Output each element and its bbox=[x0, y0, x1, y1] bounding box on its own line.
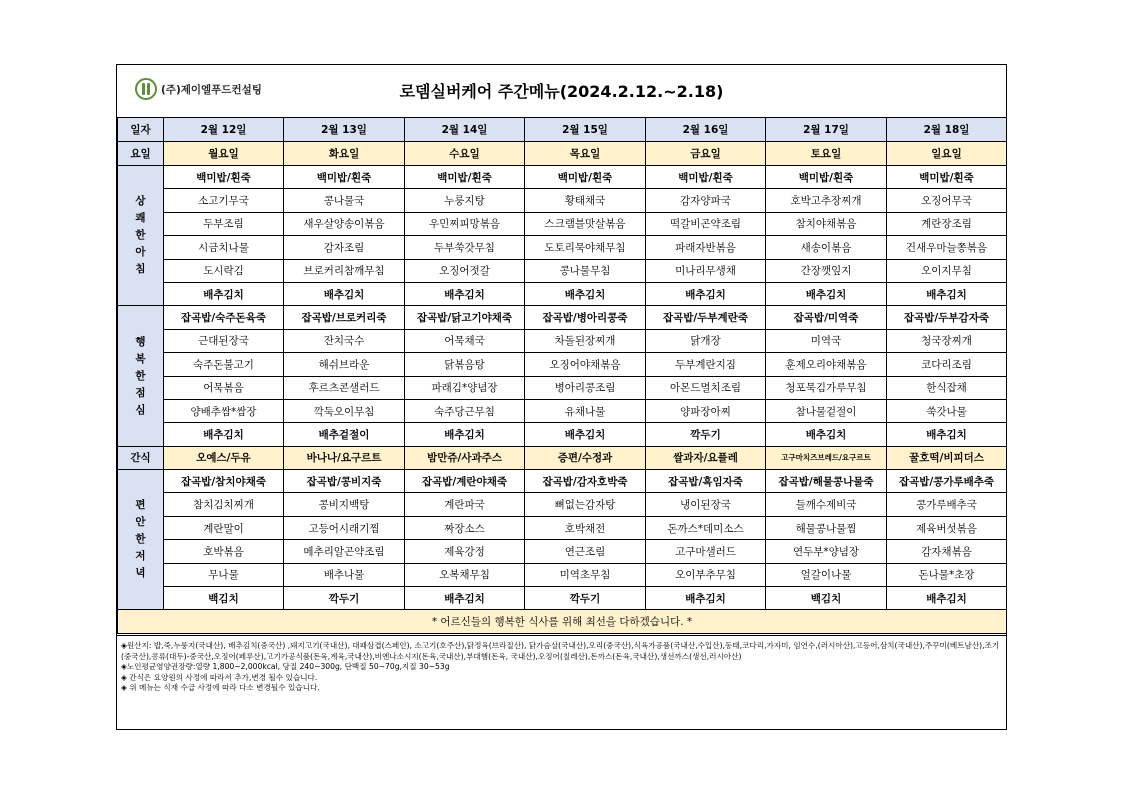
dish-cell: 백미밥/흰죽 bbox=[887, 166, 1007, 189]
dish-cell: 오징어야채볶음 bbox=[525, 353, 646, 376]
sheet-header bbox=[117, 65, 1006, 118]
dinner-row bbox=[118, 470, 1007, 493]
dish-cell: 잡곡밥/참치야채죽 bbox=[164, 470, 284, 493]
weekday-cell: 목요일 bbox=[525, 142, 646, 166]
dish-cell: 참치김치찌개 bbox=[164, 493, 284, 516]
dish-cell: 병아리콩조림 bbox=[525, 376, 646, 399]
footer-line: ◈노인평균영양권장량:열량 1,800~2,000kcal, 당질 240~300g, 단백질 50~70g,지질 30~53g bbox=[121, 662, 450, 672]
dish-cell: 연두부*양념장 bbox=[766, 540, 887, 563]
dish-cell: 들깨수제비국 bbox=[766, 493, 887, 516]
weekday-cell: 수요일 bbox=[405, 142, 525, 166]
dish-cell: 해물콩나물찜 bbox=[766, 516, 887, 539]
dish-cell: 참치야채볶음 bbox=[766, 212, 887, 235]
lunch-row bbox=[118, 353, 1007, 376]
dish-cell: 짜장소스 bbox=[405, 516, 525, 539]
dish-cell: 배추김치 bbox=[766, 423, 887, 446]
weekday-cell: 화요일 bbox=[284, 142, 405, 166]
dish-cell: 숙주당근무침 bbox=[405, 399, 525, 422]
dish-cell: 닭볶음탕 bbox=[405, 353, 525, 376]
dish-cell: 배추김치 bbox=[887, 587, 1007, 610]
dish-cell: 황태채국 bbox=[525, 189, 646, 212]
dish-cell: 숙주돈불고기 bbox=[164, 353, 284, 376]
dish-cell: 감자양파국 bbox=[646, 189, 766, 212]
dish-cell: 호박고추장찌개 bbox=[766, 189, 887, 212]
dish-cell: 누룽지탕 bbox=[405, 189, 525, 212]
breakfast-row bbox=[118, 236, 1007, 259]
dish-cell: 브로커리참깨무침 bbox=[284, 259, 405, 282]
lunch-label: 행 복 한 점 심 bbox=[118, 306, 164, 446]
dish-cell: 후르츠콘샐러드 bbox=[284, 376, 405, 399]
footer-notes bbox=[117, 635, 1006, 694]
dish-cell: 백미밥/흰죽 bbox=[405, 166, 525, 189]
dish-cell: 백미밥/흰죽 bbox=[164, 166, 284, 189]
breakfast-label: 상 쾌 한 아 침 bbox=[118, 166, 164, 306]
dish-cell: 잡곡밥/미역죽 bbox=[766, 306, 887, 329]
dish-cell: 콩가루배추국 bbox=[887, 493, 1007, 516]
date-cell: 2월 13일 bbox=[284, 118, 405, 142]
weekday-cell: 월요일 bbox=[164, 142, 284, 166]
logo-text: (주)제이엘푸드컨설팅 bbox=[161, 83, 262, 96]
dish-cell: 백미밥/흰죽 bbox=[284, 166, 405, 189]
dish-cell: 청포묵김가루무침 bbox=[766, 376, 887, 399]
dish-cell: 양파장아찌 bbox=[646, 399, 766, 422]
dish-cell: 건새우마늘쫑볶음 bbox=[887, 236, 1007, 259]
dish-cell: 콩비지백탕 bbox=[284, 493, 405, 516]
dish-cell: 도시락김 bbox=[164, 259, 284, 282]
notice-row bbox=[118, 610, 1007, 633]
dish-cell: 오징어젓갈 bbox=[405, 259, 525, 282]
dish-cell: 무나물 bbox=[164, 563, 284, 586]
dish-cell: 닭개장 bbox=[646, 329, 766, 352]
dish-cell: 호박채전 bbox=[525, 516, 646, 539]
dish-cell: 제육버섯볶음 bbox=[887, 516, 1007, 539]
dish-cell: 배추김치 bbox=[164, 282, 284, 305]
breakfast-row bbox=[118, 166, 1007, 189]
weekday-cell: 일요일 bbox=[887, 142, 1007, 166]
snack-label: 간식 bbox=[118, 446, 164, 469]
dinner-row bbox=[118, 516, 1007, 539]
weekday-cell: 토요일 bbox=[766, 142, 887, 166]
dish-cell: 돈까스*데미소스 bbox=[646, 516, 766, 539]
footer-line: ◈ 간식은 요양원의 사정에 따라서 추가,변경 될수 있습니다. bbox=[121, 672, 318, 682]
date-row bbox=[118, 118, 1007, 142]
dish-cell: 잡곡밥/감자호박죽 bbox=[525, 470, 646, 493]
dish-cell: 소고기무국 bbox=[164, 189, 284, 212]
dish-cell: 깍두기 bbox=[284, 587, 405, 610]
snack-row bbox=[118, 446, 1007, 469]
dish-cell: 잡곡밥/브로커리죽 bbox=[284, 306, 405, 329]
weekly-menu-table bbox=[117, 117, 1007, 634]
dish-cell: 배추김치 bbox=[525, 282, 646, 305]
dish-cell: 양배추쌈*쌈장 bbox=[164, 399, 284, 422]
dish-cell: 배추김치 bbox=[525, 423, 646, 446]
date-cell: 2월 15일 bbox=[525, 118, 646, 142]
dish-cell: 잔치국수 bbox=[284, 329, 405, 352]
dinner-label: 편 안 한 저 녁 bbox=[118, 470, 164, 610]
dish-cell: 파래김*양념장 bbox=[405, 376, 525, 399]
dish-cell: 오이지무침 bbox=[887, 259, 1007, 282]
dish-cell: 한식잡채 bbox=[887, 376, 1007, 399]
dish-cell: 잡곡밥/닭고기야채죽 bbox=[405, 306, 525, 329]
dish-cell: 차돌된장찌개 bbox=[525, 329, 646, 352]
dish-cell: 계란파국 bbox=[405, 493, 525, 516]
dish-cell: 냉이된장국 bbox=[646, 493, 766, 516]
date-cell: 2월 12일 bbox=[164, 118, 284, 142]
dish-cell: 새송이볶음 bbox=[766, 236, 887, 259]
lunch-row bbox=[118, 376, 1007, 399]
dish-cell: 배추김치 bbox=[887, 423, 1007, 446]
dish-cell: 우민찌피망볶음 bbox=[405, 212, 525, 235]
dish-cell: 배추김치 bbox=[405, 282, 525, 305]
snack-cell: 쌀과자/요플레 bbox=[646, 446, 766, 469]
dinner-row bbox=[118, 540, 1007, 563]
dish-cell: 잡곡밥/콩비지죽 bbox=[284, 470, 405, 493]
dish-cell: 어묵볶음 bbox=[164, 376, 284, 399]
dish-cell: 고등어시래기찜 bbox=[284, 516, 405, 539]
breakfast-row bbox=[118, 282, 1007, 305]
dish-cell: 두부쑥갓무침 bbox=[405, 236, 525, 259]
dish-cell: 아몬드멸치조림 bbox=[646, 376, 766, 399]
date-cell: 2월 17일 bbox=[766, 118, 887, 142]
dish-cell: 돈나물*초장 bbox=[887, 563, 1007, 586]
dish-cell: 뼈없는감자탕 bbox=[525, 493, 646, 516]
dish-cell: 잡곡밥/병아리콩죽 bbox=[525, 306, 646, 329]
dish-cell: 배추김치 bbox=[887, 282, 1007, 305]
dish-cell: 배추김치 bbox=[766, 282, 887, 305]
dish-cell: 쑥갓나물 bbox=[887, 399, 1007, 422]
dish-cell: 백미밥/흰죽 bbox=[525, 166, 646, 189]
dish-cell: 유채나물 bbox=[525, 399, 646, 422]
dish-cell: 코다리조림 bbox=[887, 353, 1007, 376]
dish-cell: 배추김치 bbox=[405, 587, 525, 610]
dish-cell: 잡곡밥/해물콩나물죽 bbox=[766, 470, 887, 493]
lunch-row bbox=[118, 423, 1007, 446]
date-cell: 2월 16일 bbox=[646, 118, 766, 142]
dish-cell: 오복채무침 bbox=[405, 563, 525, 586]
dish-cell: 배추김치 bbox=[164, 423, 284, 446]
dish-cell: 제육강정 bbox=[405, 540, 525, 563]
breakfast-row bbox=[118, 212, 1007, 235]
dish-cell: 연근조림 bbox=[525, 540, 646, 563]
dish-cell: 오징어무국 bbox=[887, 189, 1007, 212]
dish-cell: 잡곡밥/두부감자죽 bbox=[887, 306, 1007, 329]
date-label: 일자 bbox=[118, 118, 164, 142]
dish-cell: 백김치 bbox=[766, 587, 887, 610]
dish-cell: 근대된장국 bbox=[164, 329, 284, 352]
dish-cell: 미역국 bbox=[766, 329, 887, 352]
dish-cell: 깍둑오이무침 bbox=[284, 399, 405, 422]
dish-cell: 감자채볶음 bbox=[887, 540, 1007, 563]
dish-cell: 미나리무생채 bbox=[646, 259, 766, 282]
footer-line: ◈ 위 메뉴는 식재 수급 사정에 따라 다소 변경될수 있습니다. bbox=[121, 683, 320, 693]
page-title: 로뎀실버케어 주간메뉴(2024.2.12.~2.18) bbox=[399, 82, 724, 101]
dish-cell: 새우살양송이볶음 bbox=[284, 212, 405, 235]
dish-cell: 배추겉절이 bbox=[284, 423, 405, 446]
dish-cell: 깍두기 bbox=[646, 423, 766, 446]
dish-cell: 배추김치 bbox=[284, 282, 405, 305]
date-cell: 2월 18일 bbox=[887, 118, 1007, 142]
dish-cell: 떡갈비곤약조림 bbox=[646, 212, 766, 235]
dish-cell: 잡곡밥/흑임자죽 bbox=[646, 470, 766, 493]
snack-cell: 오예스/두유 bbox=[164, 446, 284, 469]
dish-cell: 해쉬브라운 bbox=[284, 353, 405, 376]
dish-cell: 어묵채국 bbox=[405, 329, 525, 352]
dish-cell: 배추김치 bbox=[405, 423, 525, 446]
dish-cell: 잡곡밥/계란야채죽 bbox=[405, 470, 525, 493]
lunch-row bbox=[118, 329, 1007, 352]
dish-cell: 두부조림 bbox=[164, 212, 284, 235]
dinner-row bbox=[118, 587, 1007, 610]
snack-cell: 증편/수정과 bbox=[525, 446, 646, 469]
menu-sheet bbox=[116, 64, 1007, 730]
dish-cell: 배추김치 bbox=[646, 282, 766, 305]
dish-cell: 스크램블맛살볶음 bbox=[525, 212, 646, 235]
snack-cell: 꿀호떡/비피더스 bbox=[887, 446, 1007, 469]
notice-text: * 어르신들의 행복한 식사를 위해 최선을 다하겠습니다. * bbox=[118, 610, 1007, 633]
dish-cell: 콩나물무침 bbox=[525, 259, 646, 282]
weekday-label: 요일 bbox=[118, 142, 164, 166]
dish-cell: 배추김치 bbox=[646, 587, 766, 610]
dish-cell: 백미밥/흰죽 bbox=[646, 166, 766, 189]
dish-cell: 계란말이 bbox=[164, 516, 284, 539]
dish-cell: 두부계란지짐 bbox=[646, 353, 766, 376]
dish-cell: 잡곡밥/콩가루배추죽 bbox=[887, 470, 1007, 493]
dish-cell: 잡곡밥/숙주돈육죽 bbox=[164, 306, 284, 329]
dish-cell: 얼갈이나물 bbox=[766, 563, 887, 586]
dish-cell: 청국장찌개 bbox=[887, 329, 1007, 352]
dinner-row bbox=[118, 493, 1007, 516]
dish-cell: 배추나물 bbox=[284, 563, 405, 586]
snack-cell: 밤만쥬/사과주스 bbox=[405, 446, 525, 469]
dish-cell: 간장깻잎지 bbox=[766, 259, 887, 282]
dish-cell: 깍두기 bbox=[525, 587, 646, 610]
weekday-row bbox=[118, 142, 1007, 166]
dish-cell: 고구마샐러드 bbox=[646, 540, 766, 563]
dish-cell: 잡곡밥/두부계란죽 bbox=[646, 306, 766, 329]
dish-cell: 호박볶음 bbox=[164, 540, 284, 563]
dish-cell: 미역초무침 bbox=[525, 563, 646, 586]
dish-cell: 메추리알곤약조림 bbox=[284, 540, 405, 563]
dish-cell: 파래자반볶음 bbox=[646, 236, 766, 259]
lunch-row bbox=[118, 399, 1007, 422]
snack-cell: 고구마치즈브레드/요구르트 bbox=[766, 446, 887, 469]
dish-cell: 감자조림 bbox=[284, 236, 405, 259]
breakfast-row bbox=[118, 259, 1007, 282]
dish-cell: 도토리묵야채무침 bbox=[525, 236, 646, 259]
dish-cell: 참나물겉절이 bbox=[766, 399, 887, 422]
dish-cell: 오이부추무침 bbox=[646, 563, 766, 586]
dinner-row bbox=[118, 563, 1007, 586]
dish-cell: 계란장조림 bbox=[887, 212, 1007, 235]
footer-line: ◈원산지: 밥,죽,누룽지(국내산), 배추김치(중국산) ,돼지고기(국내산), 대패삼겹(스페인), 소고기(호주산),닭정육(브라질산), 닭가슴살(국내산),오리(중국산),식육가공품(국내산,수입산),동태,코다리,가자미, 임연수,(러시아산),고등어,삼치(국내산),주꾸미(베트남산),조기(중국산),콩류(대두)-중국산,오징어(페루산),고기가공식품(돈육,계육,국내산),비엔나소시지(돈육,국내산),부대햄(돈육, 국내산),오징어(칠레산),돈까스(돈육,국내산),생선까스(생선,러시아산) bbox=[121, 641, 1000, 661]
dish-cell: 콩나물국 bbox=[284, 189, 405, 212]
breakfast-row bbox=[118, 189, 1007, 212]
dish-cell: 백미밥/흰죽 bbox=[766, 166, 887, 189]
dish-cell: 훈제오리야채볶음 bbox=[766, 353, 887, 376]
weekday-cell: 금요일 bbox=[646, 142, 766, 166]
dish-cell: 시금치나물 bbox=[164, 236, 284, 259]
date-cell: 2월 14일 bbox=[405, 118, 525, 142]
snack-cell: 바나나/요구르트 bbox=[284, 446, 405, 469]
dish-cell: 백김치 bbox=[164, 587, 284, 610]
lunch-row bbox=[118, 306, 1007, 329]
